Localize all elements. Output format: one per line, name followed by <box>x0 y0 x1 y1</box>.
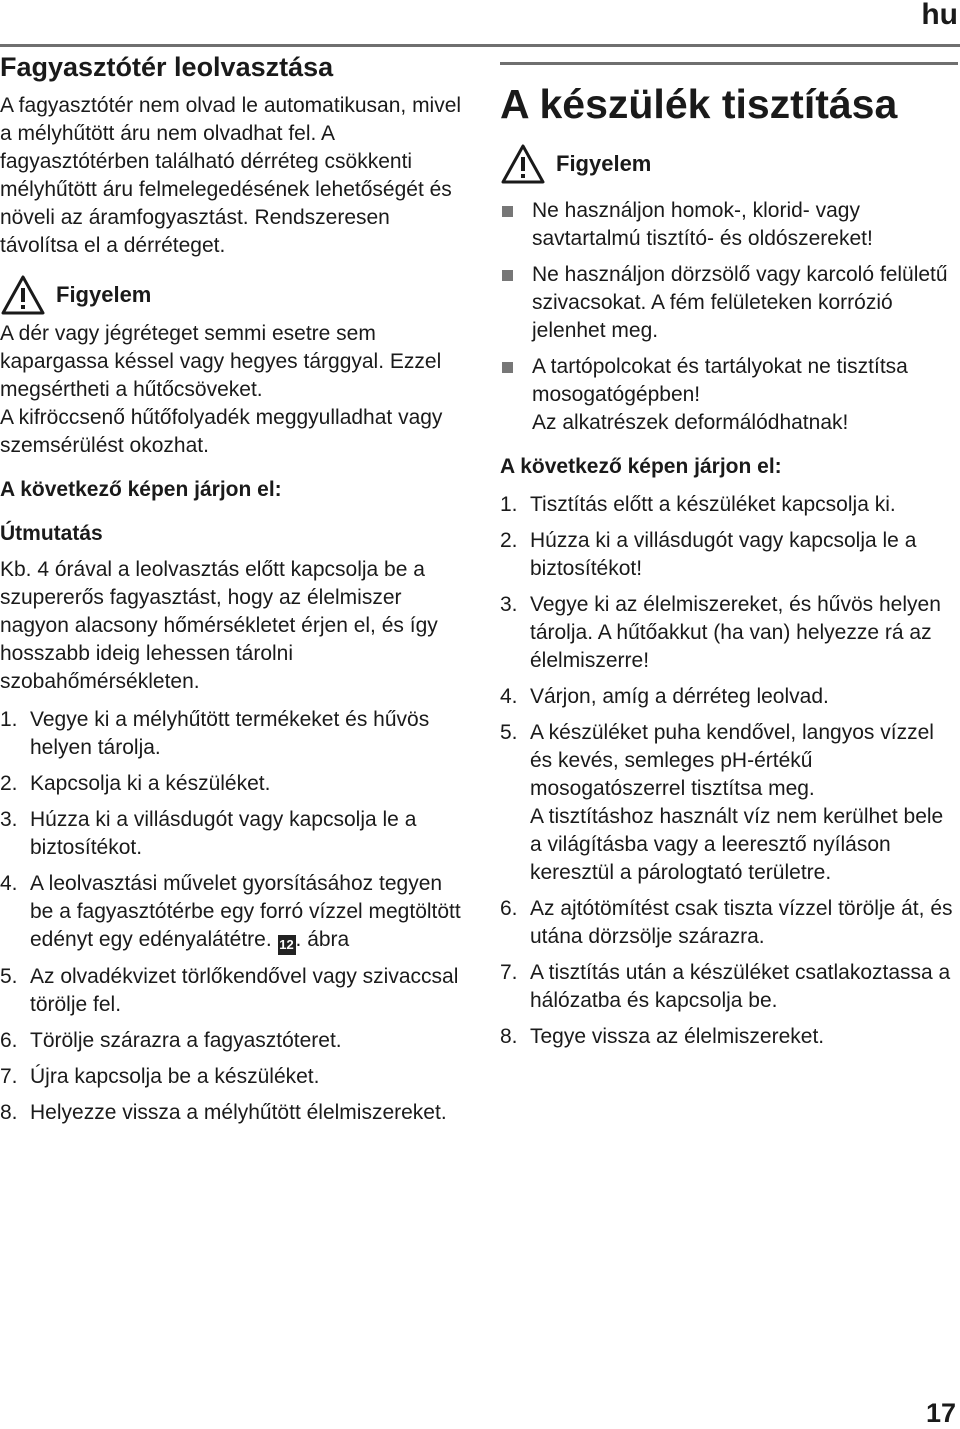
list-item: A tartópolcokat és tartályokat ne tisztítsa mosogatógépben! Az alkatrészek deformálódhatnak! <box>500 353 958 437</box>
defrost-tip-heading: Útmutatás <box>0 522 103 545</box>
bullet-square-icon <box>502 206 513 217</box>
defrost-intro: A fagyasztótér nem olvad le automatikusan, mivel a mélyhűtött áru nem olvadhat fel. A fagyasztótérben található dérréteg csökkenti mélyhűtött áru felmelegedésének lehetőségét és növeli az áramfogyasztást. Rendszeresen távolítsa el a dérréteget. <box>0 94 462 257</box>
header-rule <box>0 44 960 47</box>
list-item: Ne használjon dörzsölő vagy karcoló felületű szivacsokat. A fém felületeken korrózió jelenhet meg. <box>500 261 958 345</box>
list-item: 8. Tegye vissza az élelmiszereket. <box>500 1025 825 1048</box>
list-item: 4. Várjon, amíg a dérréteg leolvad. <box>500 685 829 708</box>
page-number: 17 <box>925 1398 956 1428</box>
list-item: 4. A leolvasztási művelet gyorsításához tegyen be a fagyasztótérbe egy forró vízzel megtöltött edényt egy edényalátétre. 12. ábra <box>0 870 462 955</box>
list-item: 1. Tisztítás előtt a készüléket kapcsolja ki. <box>500 493 896 516</box>
figure-reference-icon: 12 <box>278 935 296 955</box>
bullet-square-icon <box>502 270 513 281</box>
defrost-section <box>0 50 462 1135</box>
cleaning-section <box>500 50 958 1059</box>
section-rule <box>500 62 958 65</box>
warning-icon <box>0 274 46 316</box>
cleaning-warning-header <box>500 139 958 189</box>
cleaning-procedure-heading: A következő képen járjon el: <box>500 455 782 478</box>
defrost-procedure-heading: A következő képen járjon el: <box>0 478 282 501</box>
list-item: Ne használjon homok-, klorid- vagy savtartalmú tisztító- és oldószereket! <box>500 197 958 253</box>
list-item: 2. Húzza ki a villásdugót vagy kapcsolja le a biztosítékot! <box>500 529 917 580</box>
list-item: 3. Vegye ki az élelmiszereket, és hűvös helyen tárolja. A hűtőakkut (ha van) helyezze rá az élelmiszerre! <box>500 593 941 672</box>
warning-label: Figyelem <box>556 151 652 176</box>
list-item: 5. Az olvadékvizet törlőkendővel vagy szivaccsal törölje fel. <box>0 965 459 1016</box>
defrost-tip-text: Kb. 4 órával a leolvasztás előtt kapcsolja be a szupererős fagyasztást, hogy az élelmiszer nagyon alacsony hőmérsékletet érjen el, és így hosszabb ideig lehessen tárolni szobahőmérsékleten. <box>0 558 438 693</box>
cleaning-steps <box>500 491 958 1051</box>
list-item: 5. A készüléket puha kendővel, langyos vízzel és kevés, semleges pH-értékű mosogatószerrel tisztítsa meg. A tisztításhoz használt víz nem kerülhet bele a világításba vagy a leeresztő nyíláson keresztül a párologtató területre. <box>500 721 944 884</box>
list-item: 7. Újra kapcsolja be a készüléket. <box>0 1065 320 1088</box>
list-item: 7. A tisztítás után a készüléket csatlakoztassa a hálózatba és kapcsolja be. <box>500 961 951 1012</box>
defrost-warning-text-1: A dér vagy jégréteget semmi esetre sem kapargassa késsel vagy hegyes tárggyal. Ezzel megsértheti a hűtőcsöveket. <box>0 322 442 401</box>
warning-label: Figyelem <box>56 282 152 307</box>
defrost-title: Fagyasztótér leolvasztása <box>0 52 334 82</box>
cleaning-warnings <box>500 197 958 437</box>
defrost-steps <box>0 706 462 1127</box>
list-item: 2. Kapcsolja ki a készüléket. <box>0 772 271 795</box>
list-item: 8. Helyezze vissza a mélyhűtött élelmiszereket. <box>0 1101 447 1124</box>
list-item: 6. Törölje szárazra a fagyasztóteret. <box>0 1029 342 1052</box>
language-code: hu <box>921 0 958 31</box>
bullet-square-icon <box>502 362 513 373</box>
defrost-warning-header <box>0 270 462 320</box>
list-item: 3. Húzza ki a villásdugót vagy kapcsolja le a biztosítékot. <box>0 808 417 859</box>
list-item: 1. Vegye ki a mélyhűtött termékeket és hűvös helyen tárolja. <box>0 708 430 759</box>
cleaning-title: A készülék tisztítása <box>500 81 898 127</box>
defrost-warning-text-2: A kifröccsenő hűtőfolyadék meggyulladhat vagy szemsérülést okozhat. <box>0 406 443 457</box>
list-item: 6. Az ajtótömítést csak tiszta vízzel törölje át, és utána dörzsölje szárazra. <box>500 897 953 948</box>
warning-icon <box>500 143 546 185</box>
